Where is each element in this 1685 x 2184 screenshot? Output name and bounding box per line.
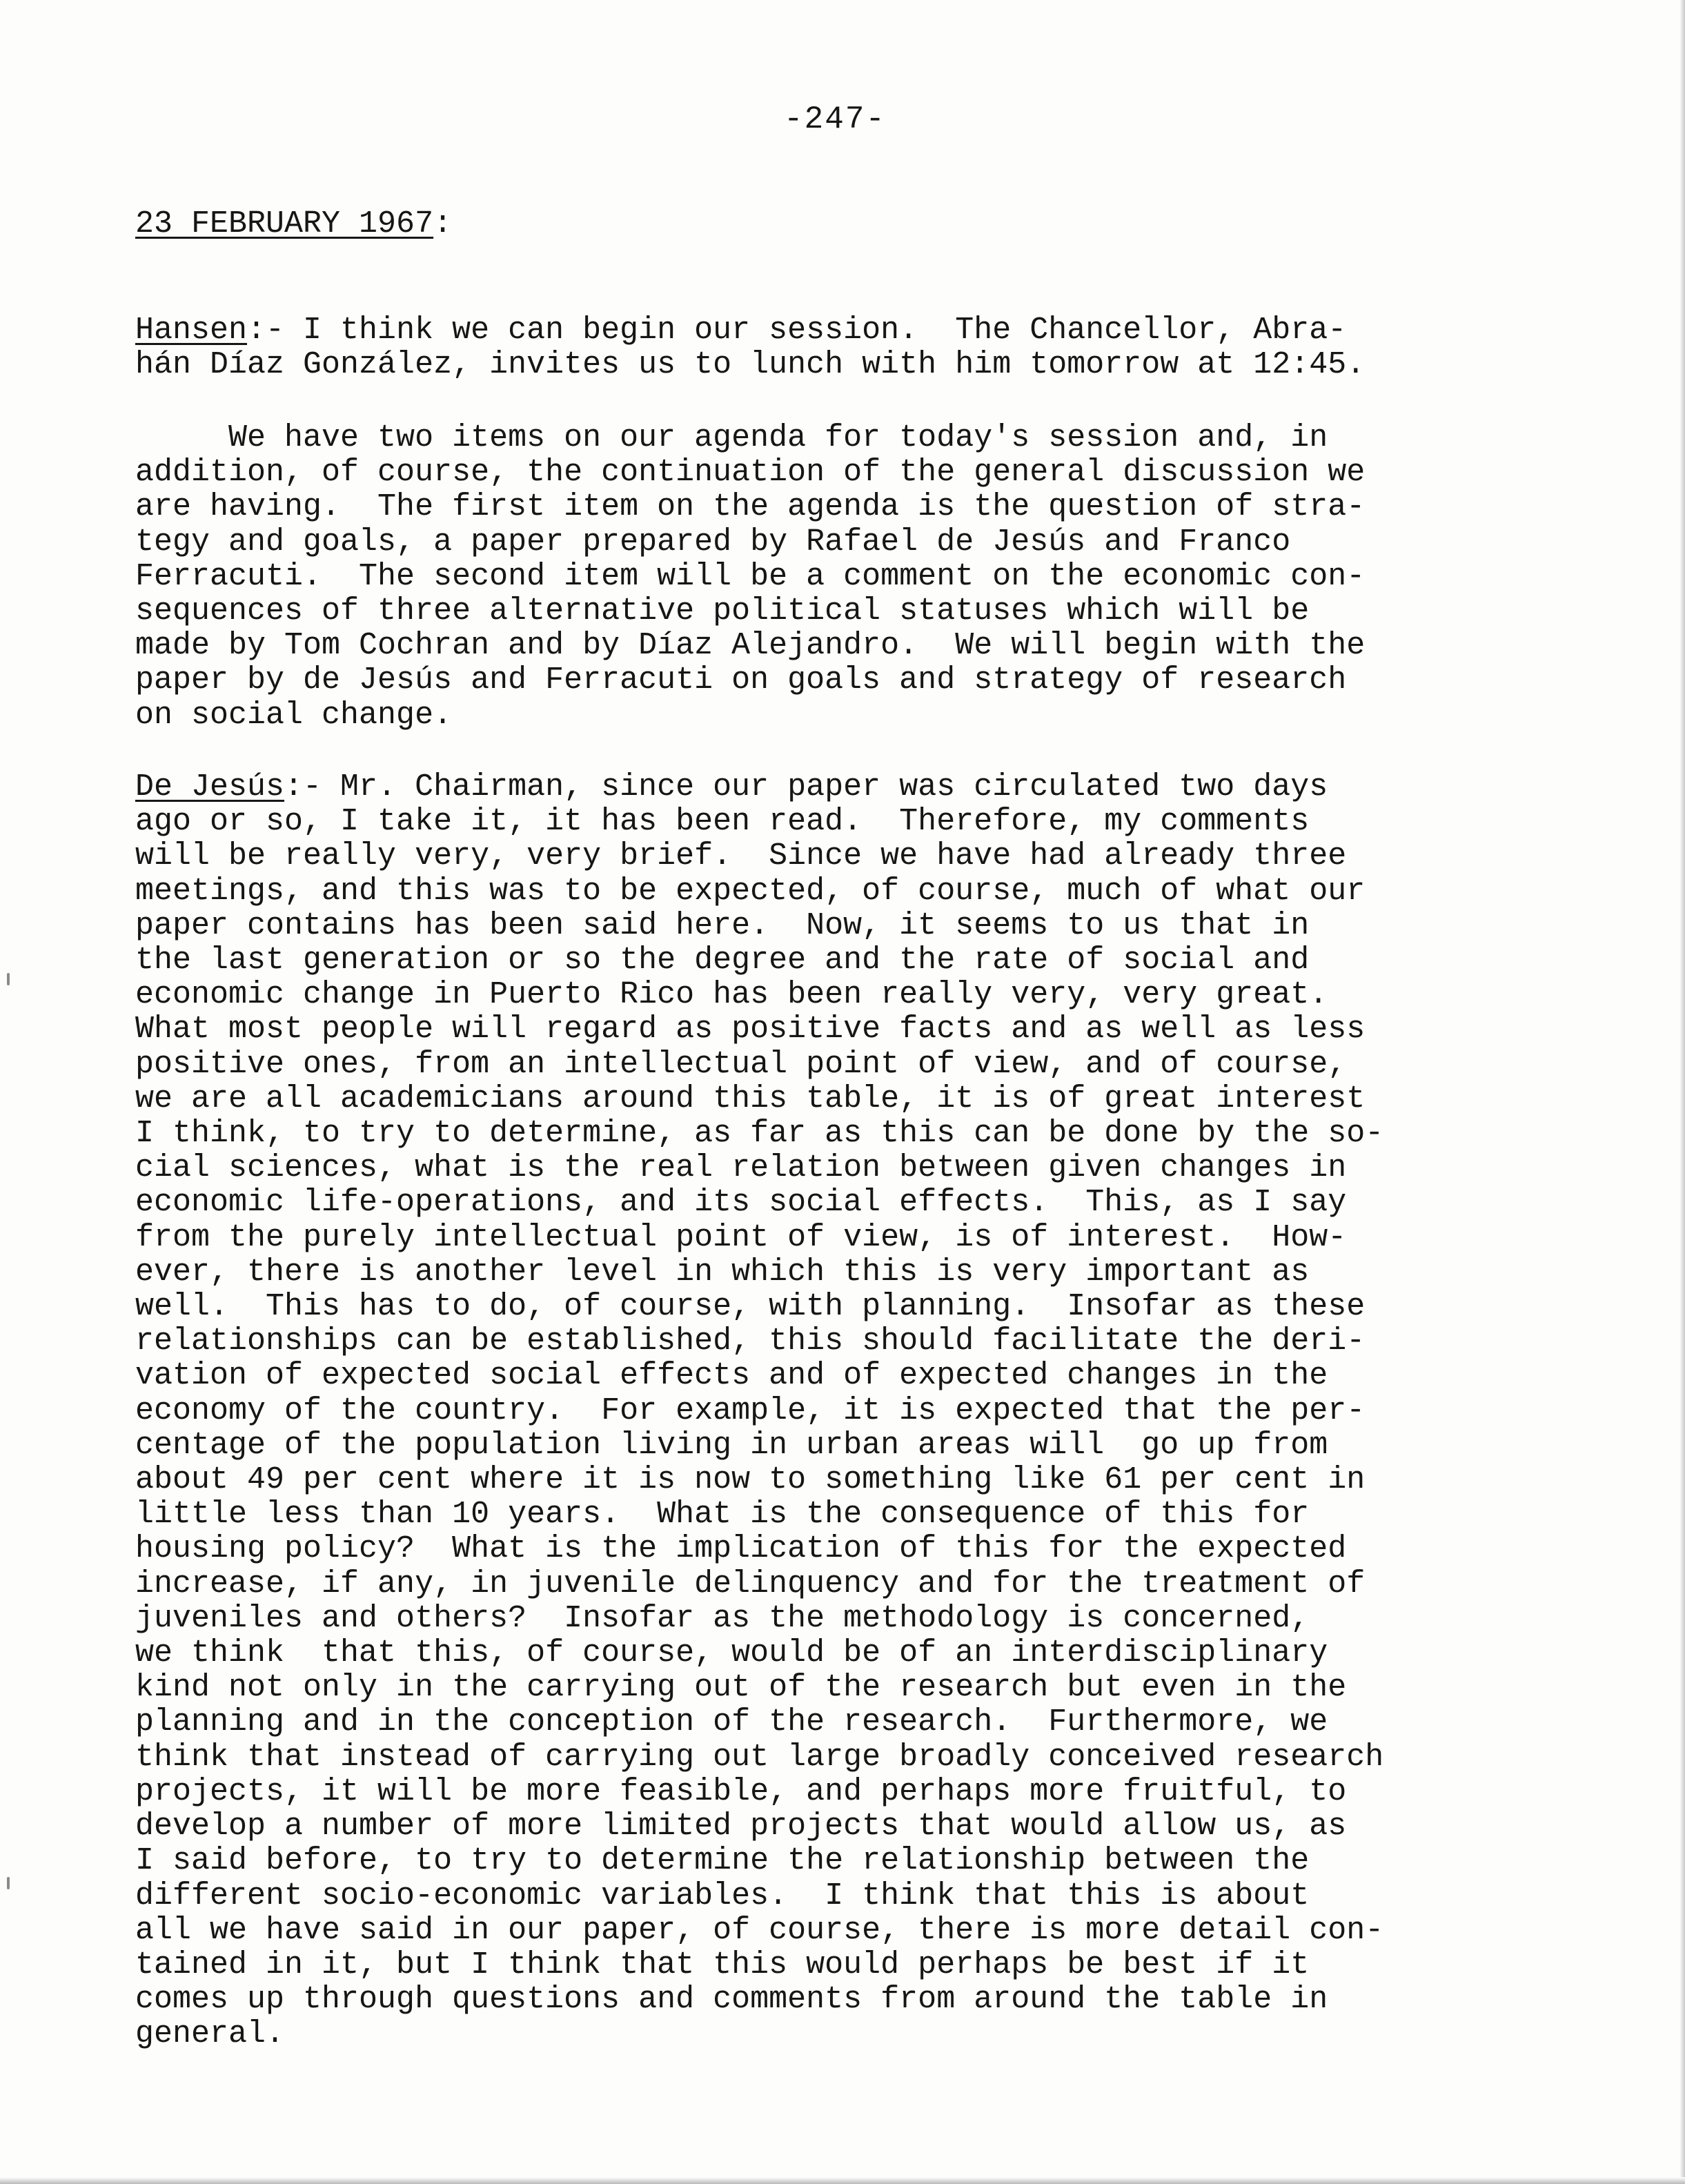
agenda-line: We have two items on our agenda for today's session and, in [135, 420, 1328, 455]
de-jesus-line: ever, there is another level in which this is very important as [135, 1254, 1310, 1290]
de-jesus-line: tained in it, but I think that this would perhaps be best if it [135, 1947, 1310, 1983]
de-jesus-line: will be really very, very brief. Since we have had already three [135, 838, 1347, 874]
de-jesus-line-1-text: :- Mr. Chairman, since our paper was circulated two days [284, 769, 1328, 805]
agenda-line: Ferracuti. The second item will be a comment on the economic con- [135, 558, 1366, 594]
de-jesus-line: I think, to try to determine, as far as this can be done by the so- [135, 1116, 1384, 1152]
de-jesus-line: relationships can be established, this should facilitate the deri- [135, 1324, 1366, 1359]
de-jesus-line: different socio-economic variables. I think that this is about [135, 1878, 1310, 1914]
agenda-line: on social change. [135, 697, 453, 733]
de-jesus-line: from the purely intellectual point of view, is of interest. How- [135, 1219, 1347, 1255]
de-jesus-line: little less than 10 years. What is the consequence of this for [135, 1497, 1310, 1533]
de-jesus-line: cial sciences, what is the real relation between given changes in [135, 1150, 1347, 1186]
agenda-line: paper by de Jesús and Ferracuti on goals and strategy of research [135, 662, 1347, 698]
date-heading-text: 23 FEBRUARY 1967 [135, 206, 434, 242]
de-jesus-line: vation of expected social effects and of expected changes in the [135, 1358, 1328, 1394]
de-jesus-line: the last generation or so the degree and the rate of social and [135, 943, 1310, 978]
de-jesus-line-1 [135, 770, 1557, 805]
de-jesus-remarks [135, 770, 1557, 2052]
agenda-line: addition, of course, the continuation of the general discussion we [135, 455, 1366, 491]
de-jesus-line: positive ones, from an intellectual point of view, and of course, [135, 1046, 1347, 1082]
de-jesus-line: housing policy? What is the implication of this for the expected [135, 1531, 1347, 1567]
de-jesus-line: I said before, to try to determine the relationship between the [135, 1843, 1310, 1879]
speaker-name-hansen: Hansen [135, 313, 248, 348]
scan-edge-bottom [0, 2177, 1685, 2184]
date-heading-colon: : [433, 206, 453, 242]
de-jesus-line: we are all academicians around this table, it is of great interest [135, 1081, 1366, 1116]
agenda-line: tegy and goals, a paper prepared by Rafael de Jesús and Franco [135, 524, 1291, 560]
de-jesus-line: about 49 per cent where it is now to something like 61 per cent in [135, 1462, 1366, 1498]
de-jesus-line: economic change in Puerto Rico has been really very, very great. [135, 977, 1328, 1013]
hansen-line-2: hán Díaz González, invites us to lunch with him tomorrow at 12:45. [135, 347, 1366, 383]
de-jesus-line: economic life-operations, and its social effects. This, as I say [135, 1185, 1347, 1221]
page-number: -247- [784, 101, 887, 137]
hansen-remarks [135, 313, 1557, 382]
de-jesus-line: projects, it will be more feasible, and perhaps more fruitful, to [135, 1773, 1347, 1809]
de-jesus-line: think that instead of carrying out large broadly conceived research [135, 1739, 1384, 1775]
de-jesus-line: kind not only in the carrying out of the research but even in the [135, 1670, 1347, 1706]
de-jesus-line: planning and in the conception of the research. Furthermore, we [135, 1704, 1328, 1740]
de-jesus-line: economy of the country. For example, it is expected that the per- [135, 1393, 1366, 1428]
hansen-line-1 [135, 313, 1557, 348]
de-jesus-line: meetings, and this was to be expected, of course, much of what our [135, 873, 1366, 909]
de-jesus-line: well. This has to do, of course, with planning. Insofar as these [135, 1289, 1366, 1325]
scan-margin-mark [7, 1877, 10, 1889]
de-jesus-line: centage of the population living in urban areas will go up from [135, 1427, 1328, 1463]
de-jesus-line: comes up through questions and comments from around the table in [135, 1982, 1328, 2018]
hansen-line-1-text: :- I think we can begin our session. The Chancellor, Abra- [247, 313, 1347, 348]
agenda-line: are having. The first item on the agenda is the question of stra- [135, 489, 1366, 525]
de-jesus-line: general. [135, 2016, 285, 2052]
scan-edge-right [1679, 0, 1685, 2184]
de-jesus-line: ago or so, I take it, it has been read. Therefore, my comments [135, 804, 1310, 840]
de-jesus-line: we think that this, of course, would be of an interdisciplinary [135, 1635, 1328, 1671]
scan-margin-mark [7, 973, 10, 985]
agenda-paragraph [135, 421, 1557, 733]
de-jesus-line: paper contains has been said here. Now, it seems to us that in [135, 907, 1310, 943]
de-jesus-line: develop a number of more limited projects that would allow us, as [135, 1809, 1347, 1844]
agenda-line: made by Tom Cochran and by Díaz Alejandro. We will begin with the [135, 628, 1366, 664]
agenda-line: sequences of three alternative political statuses which will be [135, 593, 1310, 629]
de-jesus-line: all we have said in our paper, of course, there is more detail con- [135, 1912, 1384, 1948]
de-jesus-line: increase, if any, in juvenile delinquency and for the treatment of [135, 1566, 1366, 1602]
speaker-name-de-jesus: De Jesús [135, 769, 285, 805]
de-jesus-line: juveniles and others? Insofar as the methodology is concerned, [135, 1600, 1310, 1636]
date-heading [135, 207, 452, 242]
de-jesus-line: What most people will regard as positive facts and as well as less [135, 1012, 1366, 1047]
